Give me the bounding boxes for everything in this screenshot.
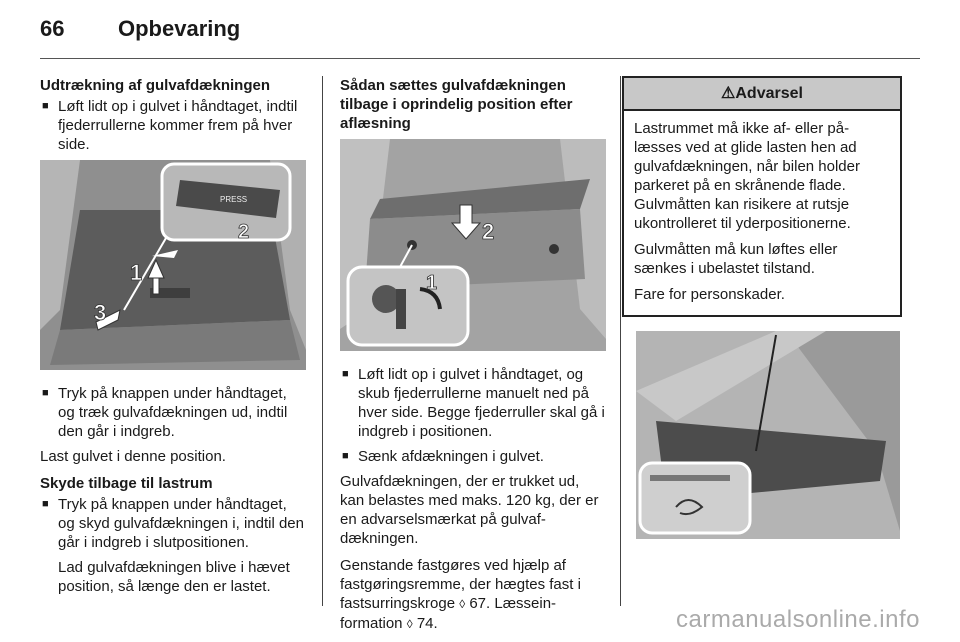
ref-mark-1: ◊: [459, 597, 466, 611]
figure1-label-1: 1: [130, 260, 143, 285]
column-divider-2: [620, 76, 621, 606]
warning-text-2: Gulvmåtten må kun løftes eller sænkes i ubelastet tilstand.: [634, 241, 838, 277]
figure-warning-label: [636, 331, 900, 539]
watermark: carmanualsonline.info: [676, 606, 920, 633]
ref-page-67[interactable]: 67. Læssein-formation: [340, 595, 557, 632]
para-secure-items: [340, 556, 606, 634]
section-heading-reset: Sådan sættes gulvafdækningen tilbage i oprindelig position efter aflæsning: [340, 77, 573, 132]
note-keep-raised: Lad gulvafdækningen blive i hævet position, så længe den er lastet.: [58, 559, 290, 595]
column-divider-1: [322, 76, 323, 606]
bullet-press-button-slide: ■ Tryk på knappen under håndtaget, og skyd gulvafdækningen i, indtil den går i indgreb i slutpositionen.: [40, 495, 306, 552]
ref-mark-2: ◊: [406, 617, 413, 631]
figure1-inset-text: PRESS: [220, 195, 248, 204]
ref-page-74[interactable]: 74.: [416, 615, 438, 632]
section-heading-extract: Udtrækning af gulvafdækningen: [40, 77, 271, 94]
bullet-push-rollers: ■ Løft lidt op i gulvet i håndtaget, og skub fjederrullerne manuelt ned på hver side. Begge fjederruller skal gå i indgreb i positionen.: [340, 365, 606, 441]
warning-text-1: Lastrummet må ikke af- eller på-læsses ved at glide lasten hen ad gulvafdækningen, når bilen holder parkeret på en skrånende flade. Gulvmåtten kan risikere at rutsje ukontrolleret til yderpositionerne.: [634, 120, 860, 232]
figure2-label-2: 2: [482, 219, 495, 244]
column-middle: [340, 76, 606, 642]
figure2-label-1: 1: [426, 272, 438, 294]
page-title: Opbevaring: [118, 16, 241, 41]
column-left: [40, 76, 306, 602]
figure-reset-floor: [340, 139, 606, 351]
bullet-lift-floor: ■ Løft lidt op i gulvet i håndtaget, indtil fjederrullerne kommer frem på hver side.: [40, 97, 306, 154]
header-divider: [40, 58, 920, 59]
warning-text-3: Fare for personskader.: [634, 286, 785, 303]
para-load-floor: Last gulvet i denne position.: [40, 448, 226, 465]
bullet-press-button-pull: ■ Tryk på knappen under håndtaget, og træk gulvafdækningen ud, indtil den går i indgreb.: [40, 384, 306, 441]
para-secure-items-text: Genstande fastgøres ved hjælp af fastgøringsremme, der hægtes fast i fastsurringskroge: [340, 557, 581, 612]
figure-extract-floor: [40, 160, 306, 370]
warning-title: Advarsel: [735, 85, 803, 102]
warning-body: [624, 111, 900, 315]
warning-header: [624, 78, 900, 111]
figure1-label-2: 2: [238, 221, 250, 243]
column-right: [622, 76, 902, 553]
warning-box: [622, 76, 902, 317]
para-max-load: Gulvafdækningen, der er trukket ud, kan belastes med maks. 120 kg, der er en advarselsmærkat på gulvaf-dækningen.: [340, 473, 599, 547]
figure1-label-3: 3: [94, 300, 107, 325]
warning-icon: ⚠: [721, 85, 736, 102]
page-number: 66: [40, 16, 65, 41]
section-heading-slide-back: Skyde tilbage til lastrum: [40, 475, 213, 492]
bullet-lower-cover: ■ Sænk afdækningen i gulvet.: [340, 447, 606, 466]
